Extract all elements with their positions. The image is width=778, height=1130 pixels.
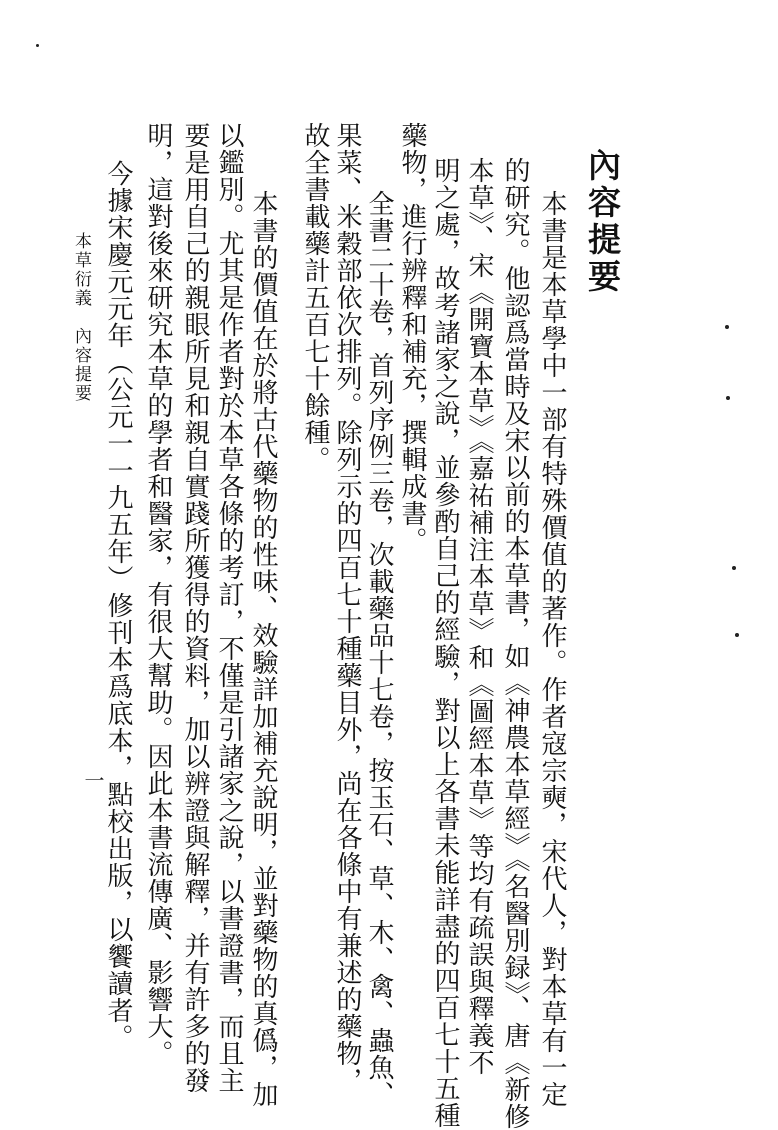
paragraph-3-line-3: 要是用自己的親眼所見和親自實踐所獲得的資料，加以辨證與解釋，并有許多的發 [180,122,210,1094]
paragraph-3-line-4: 明，這對後來研究本草的學者和醫家，有很大幫助。因此本書流傳廣、影響大。 [143,122,173,1067]
paragraph-3-line-2: 以鑑別。尤其是作者對於本草各條的考訂，不僅是引諸家之說，以書證書，而且主 [214,122,244,1094]
scan-speck [36,44,39,47]
paragraph-2-line-2: 果菜、米穀部依次排列。除列示的四百七十種藥目外，尚在各條中有兼述的藥物， [332,122,362,1094]
paragraph-1-line-5: 藥物，進行辨釋和補充，撰輯成書。 [397,122,427,554]
paragraph-3-line-1: 本書的價值在於將古代藥物的性味、效驗詳加補充說明，並對藥物的真僞，加 [248,190,278,1108]
scan-speck [735,633,739,637]
paragraph-2-line-3: 故全書載藥計五百七十餘種。 [300,122,330,473]
scan-speck [726,396,730,400]
page-number: 一 [81,770,105,791]
running-header: 本草衍義 內容提要 [71,232,91,403]
paragraph-1-line-2: 的研究。他認爲當時及宋以前的本草書，如《神農本草經》《名醫別録》、唐《新修 [500,157,530,1130]
page-title: 內容提要 [583,148,622,296]
scan-speck [732,566,736,570]
scan-speck [725,325,729,329]
paragraph-4-line-1: 今據宋慶元元年（公元一一九五年）修刊本爲底本，點校出版，以饗讀者。 [103,160,133,1051]
paragraph-1-line-1: 本書是本草學中一部有特殊價值的著作。作者寇宗奭，宋代人，對本草有一定 [537,190,567,1108]
paragraph-2-line-1: 全書二十卷，首列序例三卷，次載藥品十七卷，按玉石、草、木、禽、蟲魚、 [364,190,394,1108]
paragraph-1-line-3: 本草》、宋《開寶本草》《嘉祐補注本草》和《圖經本草》等均有疏誤與釋義不 [464,157,494,1076]
paragraph-1-line-4: 明之處，故考諸家之說，並參酌自己的經驗，對以上各書未能詳盡的四百七十五種 [430,157,460,1129]
